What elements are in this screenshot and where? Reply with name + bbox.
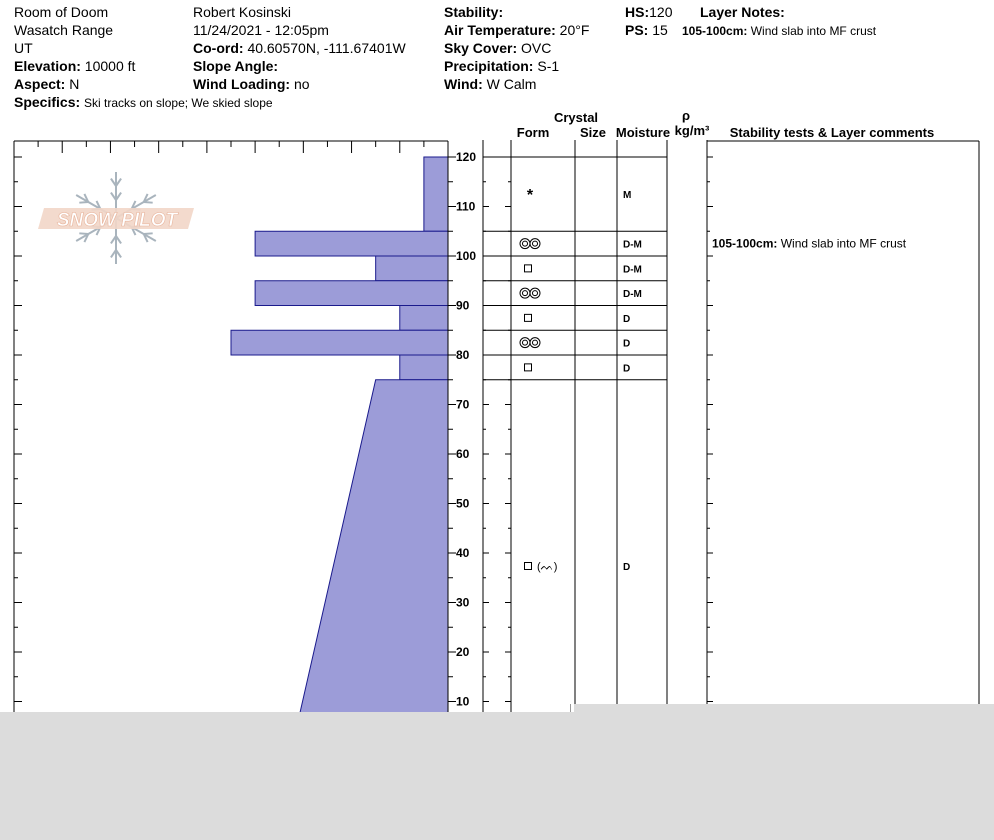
slope-label: Slope Angle: (193, 58, 279, 74)
layer-moisture-2: D-M (623, 264, 642, 276)
layer-moisture-3: D-M (623, 289, 642, 301)
depth-hoar-label: (ᨓ) (537, 561, 558, 573)
hardness-bar-1 (255, 231, 448, 256)
column-headers (517, 108, 934, 140)
layer-moisture-1: D-M (623, 239, 642, 251)
melt-form-outer-1 (530, 288, 540, 298)
layer-form-3 (520, 288, 540, 298)
wind-value: W Calm (486, 76, 537, 92)
height-tick-label-70: 70 (456, 397, 470, 412)
air-temp-label: Air Temperature: (444, 22, 556, 38)
height-tick-label-10: 10 (456, 694, 470, 709)
layer-form-2 (525, 265, 532, 272)
snowflake-branch-2-1-0 (144, 233, 153, 234)
sky-value: OVC (521, 40, 552, 56)
ps-label: PS: (625, 22, 649, 38)
rho-header: ρ (681, 108, 691, 123)
layer-table (483, 157, 907, 573)
ps-value: 15 (652, 22, 668, 38)
hardness-bar-5 (231, 330, 448, 355)
layer-form-0 (527, 187, 534, 204)
hs-label: HS: (625, 4, 650, 20)
sky-label: Sky Cover: (444, 40, 518, 56)
melt-form-outer-1 (530, 338, 540, 348)
hardness-bar-3 (255, 281, 448, 306)
state-name: UT (14, 40, 33, 56)
observer-name: Robert Kosinski (193, 4, 292, 20)
wind-loading-label: Wind Loading: (193, 76, 291, 92)
layer-notes-heading: Layer Notes: (700, 4, 785, 20)
layer-moisture-4: D (623, 313, 631, 325)
specifics-value: Ski tracks on slope; We skied slope (84, 96, 273, 110)
height-tick-label-90: 90 (456, 298, 470, 313)
crystal-header: Crystal (553, 110, 599, 125)
layer-form-4 (525, 314, 532, 321)
aspect-value: N (69, 76, 80, 92)
precip-label: Precipitation: (444, 58, 534, 74)
layer-moisture-7: D (623, 562, 631, 573)
layer-form-1 (520, 239, 540, 249)
faceted-icon (525, 364, 532, 371)
hardness-profile (231, 157, 448, 712)
elevation-label: Elevation: (14, 58, 81, 74)
moisture-header: Moisture (615, 125, 671, 140)
layer-comment-range: 105-100cm: (712, 236, 781, 251)
faceted-icon (525, 314, 532, 321)
height-tick-label-20: 20 (456, 645, 470, 659)
faceted-icon (525, 265, 532, 272)
melt-form-inner-1 (533, 340, 538, 345)
height-tick-label-40: 40 (456, 546, 470, 560)
location-name: Room of Doom (14, 4, 109, 20)
stability-label: Stability: (444, 4, 504, 20)
coord-label: Co-ord: (193, 40, 244, 56)
melt-form-outer-0 (520, 288, 530, 298)
height-tick-label-120: 120 (456, 150, 477, 164)
melt-form-outer-1 (530, 239, 540, 249)
snowflake-branch-1-1-1 (144, 202, 153, 203)
layer-comment-0 (712, 237, 907, 251)
hardness-bar-6 (400, 355, 448, 380)
height-tick-label-110: 110 (456, 199, 476, 214)
snowflake-branch-4-1-1 (79, 233, 88, 234)
melt-form-outer-0 (520, 239, 530, 249)
layer-moisture-6: D (623, 363, 631, 375)
range-name: Wasatch Range (14, 22, 114, 38)
hs-value: 120 (649, 4, 673, 20)
height-tick-label-30: 30 (456, 595, 470, 610)
height-tick-label-60: 60 (456, 447, 470, 461)
melt-form-inner-0 (523, 340, 528, 345)
new-snow-icon: * (526, 187, 534, 205)
hardness-bar-4 (400, 306, 448, 331)
specifics-label: Specifics: (14, 94, 81, 110)
wind-loading-value: no (293, 76, 310, 92)
comments-header: Stability tests & Layer comments (729, 125, 935, 140)
hardness-bar-0 (424, 157, 448, 231)
melt-form-outer-0 (520, 338, 530, 348)
logo-text: SNOW PILOT (56, 210, 178, 231)
hardness-bar-7 (291, 380, 448, 712)
layer-form-5 (520, 338, 540, 348)
melt-form-inner-0 (523, 241, 528, 246)
layer-moisture-0: M (623, 190, 632, 202)
layer-note-range: 105-100cm: (682, 24, 748, 38)
snowpilot-logo (38, 172, 194, 264)
height-tick-label-100: 100 (456, 249, 477, 263)
form-header: Form (516, 125, 550, 140)
density-unit-header: kg/m³ (674, 123, 710, 138)
sheet-overlap (574, 704, 994, 712)
layer-moisture-5: D (623, 338, 631, 350)
melt-form-inner-1 (533, 241, 538, 246)
melt-form-inner-1 (533, 291, 538, 296)
snowflake-branch-5-1-0 (79, 202, 88, 203)
precip-value: S-1 (537, 58, 560, 74)
layer-form-7 (525, 561, 558, 573)
faceted-icon (525, 563, 532, 570)
air-temp-value: 20°F (559, 22, 590, 38)
layer-comment-text: Wind slab into MF crust (780, 236, 907, 251)
aspect-label: Aspect: (14, 76, 66, 92)
coord-value: 40.60570N, -111.67401W (247, 40, 406, 56)
size-header: Size (579, 125, 607, 140)
wind-label: Wind: (444, 76, 483, 92)
elevation-value: 10000 ft (84, 58, 136, 74)
observation-datetime: 11/24/2021 - 12:05pm (193, 22, 329, 38)
height-tick-label-50: 50 (456, 496, 470, 511)
sheet-edge-line (570, 704, 571, 712)
layer-note-text: Wind slab into MF crust (750, 24, 877, 38)
layer-form-6 (525, 364, 532, 371)
hardness-bar-2 (376, 256, 448, 281)
height-tick-label-80: 80 (456, 348, 470, 362)
melt-form-inner-0 (523, 291, 528, 296)
